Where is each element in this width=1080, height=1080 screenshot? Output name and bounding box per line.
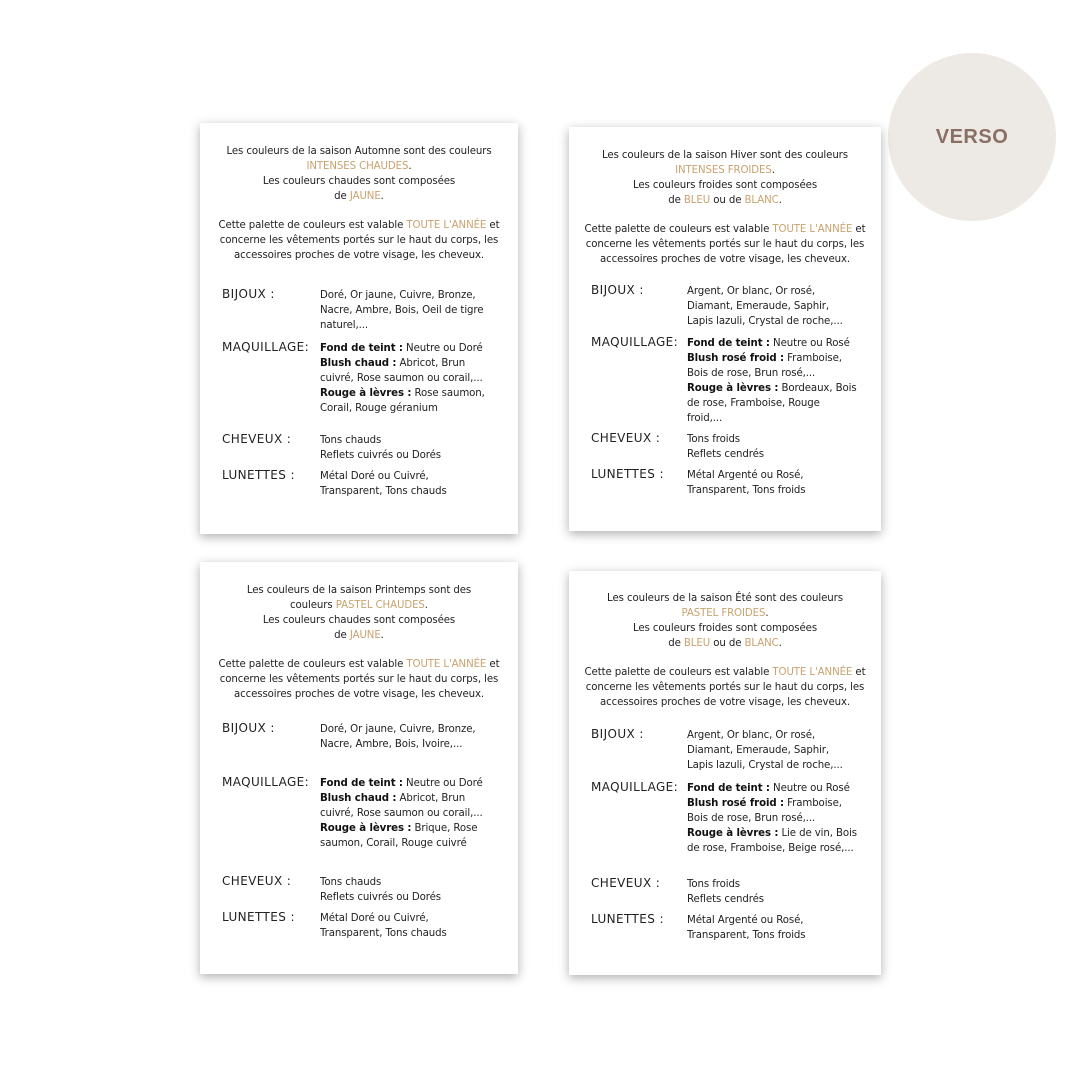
text-run: Doré, Or jaune, Cuivre, Bronze, (320, 290, 476, 301)
text-run: de rose, Framboise, Beige rosé,... (687, 843, 854, 854)
value-line (320, 776, 483, 791)
text-run: Bois de rose, Brun rosé,... (687, 813, 816, 824)
text-run: Métal Argenté ou Rosé, (687, 470, 804, 481)
text-run: de (668, 195, 684, 206)
text-run: couleurs (290, 600, 336, 611)
text-run: Neutre ou Rosé (769, 338, 850, 349)
text-run: froid,... (687, 413, 723, 424)
season-intro (569, 148, 881, 208)
text-run: Bois de rose, Brun rosé,... (687, 368, 816, 379)
text-run: Les couleurs froides sont composées (632, 623, 818, 634)
paragraph-line (200, 687, 518, 702)
intro-line (200, 144, 518, 159)
highlight-text: TOUTE L'ANNÉE (772, 667, 853, 678)
text-run: accessoires proches de votre visage, les cheveux. (233, 689, 485, 700)
text-run: Framboise, (783, 353, 842, 364)
highlight-text: INTENSES FROIDES (675, 165, 772, 176)
value-line (320, 448, 441, 463)
text-run: Les couleurs de la saison Été sont des couleurs (607, 593, 843, 604)
text-run: Les couleurs chaudes sont composées (262, 176, 456, 187)
text-run: . (771, 165, 775, 176)
section-values (687, 468, 806, 498)
text-run: cuivré, Rose saumon ou corail,... (320, 808, 483, 819)
text-run: de (334, 191, 350, 202)
section-values (320, 875, 441, 905)
value-line (687, 284, 843, 299)
value-line (320, 469, 447, 484)
section-label: MAQUILLAGE: (591, 335, 679, 349)
text-run: Les couleurs chaudes sont composées (262, 615, 456, 626)
value-line (687, 432, 764, 447)
intro-line (569, 606, 881, 621)
section-values (687, 781, 857, 856)
section-label: BIJOUX : (591, 283, 644, 297)
section-values (320, 722, 476, 752)
text-run: Nacre, Ambre, Bois, Oeil de tigre (320, 305, 484, 316)
text-run: Cette palette de couleurs est valable (584, 667, 773, 678)
value-line (320, 926, 447, 941)
text-run: ou de (710, 638, 745, 649)
paragraph-line (569, 222, 881, 237)
paragraph-line (200, 672, 518, 687)
text-run: cuivré, Rose saumon ou corail,... (320, 373, 483, 384)
intro-line (200, 613, 518, 628)
text-run: Reflets cendrés (687, 894, 764, 905)
text-run: Métal Doré ou Cuivré, (320, 913, 429, 924)
value-line (687, 781, 857, 796)
value-line (687, 928, 806, 943)
bold-term: Fond de teint : (320, 778, 403, 789)
intro-line (569, 148, 881, 163)
bold-term: Blush chaud : (320, 358, 397, 369)
text-run: Les couleurs de la saison Automne sont des couleurs (226, 146, 492, 157)
highlight-text: TOUTE L'ANNÉE (406, 659, 487, 670)
section-values (687, 284, 843, 329)
card-hiver (569, 127, 881, 531)
value-line (320, 386, 485, 401)
palette-paragraph (569, 222, 881, 267)
season-intro (569, 591, 881, 651)
highlight-text: BLANC (744, 195, 779, 206)
text-run: accessoires proches de votre visage, les cheveux. (599, 697, 851, 708)
value-line (687, 351, 857, 366)
paragraph-line (200, 218, 518, 233)
text-run: et (852, 224, 866, 235)
section-values (320, 911, 447, 941)
bold-term: Rouge à lèvres : (320, 388, 412, 399)
text-run: Métal Doré ou Cuivré, (320, 471, 429, 482)
highlight-text: PASTEL CHAUDES (335, 600, 425, 611)
card-header (200, 583, 518, 702)
value-line (687, 728, 843, 743)
text-run: Les couleurs de la saison Printemps sont des (246, 585, 472, 596)
value-line (320, 318, 483, 333)
card-header (569, 148, 881, 267)
section-values (320, 433, 441, 463)
text-run: Les couleurs de la saison Hiver sont des couleurs (602, 150, 848, 161)
value-line (687, 826, 857, 841)
intro-line (569, 178, 881, 193)
text-run: Rose saumon, (411, 388, 485, 399)
intro-line (200, 159, 518, 174)
value-line (687, 381, 857, 396)
text-run: de (334, 630, 350, 641)
value-line (687, 811, 857, 826)
section-label: LUNETTES : (591, 912, 664, 926)
value-line (320, 911, 447, 926)
text-run: Corail, Rouge géranium (320, 403, 438, 414)
text-run: Tons chauds (320, 877, 382, 888)
section-values (687, 913, 806, 943)
section-label: CHEVEUX : (222, 874, 292, 888)
text-run: accessoires proches de votre visage, les cheveux. (233, 250, 485, 261)
bold-term: Fond de teint : (687, 783, 770, 794)
season-intro (200, 144, 518, 204)
highlight-text: JAUNE (349, 191, 381, 202)
section-label: MAQUILLAGE: (222, 340, 310, 354)
text-run: . (380, 191, 384, 202)
text-run: concerne les vêtements portés sur le haut du corps, les (585, 239, 865, 250)
value-line (687, 411, 857, 426)
value-line (687, 314, 843, 329)
text-run: Nacre, Ambre, Bois, Ivoire,... (320, 739, 463, 750)
intro-line (569, 621, 881, 636)
value-line (687, 299, 843, 314)
value-line (320, 303, 483, 318)
section-label: CHEVEUX : (591, 431, 661, 445)
palette-paragraph (200, 657, 518, 702)
text-run: Argent, Or blanc, Or rosé, (687, 286, 816, 297)
intro-line (200, 174, 518, 189)
intro-line (200, 598, 518, 613)
value-line (320, 806, 483, 821)
value-line (687, 841, 857, 856)
card-ete (569, 571, 881, 975)
text-run: Lie de vin, Bois (778, 828, 858, 839)
text-run: . (778, 638, 782, 649)
text-run: Doré, Or jaune, Cuivre, Bronze, (320, 724, 476, 735)
value-line (320, 341, 485, 356)
value-line (687, 913, 806, 928)
text-run: naturel,... (320, 320, 369, 331)
paragraph-line (569, 237, 881, 252)
bold-term: Blush rosé froid : (687, 798, 784, 809)
value-line (687, 366, 857, 381)
section-label: BIJOUX : (222, 721, 275, 735)
paragraph-line (200, 233, 518, 248)
value-line (320, 836, 483, 851)
section-label: MAQUILLAGE: (591, 780, 679, 794)
section-label: MAQUILLAGE: (222, 775, 310, 789)
text-run: Diamant, Emeraude, Saphir, (687, 301, 830, 312)
text-run: concerne les vêtements portés sur le haut du corps, les (219, 674, 499, 685)
paragraph-line (569, 252, 881, 267)
intro-line (569, 163, 881, 178)
text-run: Tons froids (687, 434, 741, 445)
value-line (687, 892, 764, 907)
text-run: Bordeaux, Bois (778, 383, 857, 394)
text-run: Transparent, Tons froids (687, 485, 806, 496)
bold-term: Fond de teint : (320, 343, 403, 354)
season-intro (200, 583, 518, 643)
value-line (320, 737, 476, 752)
verso-badge (888, 53, 1056, 221)
highlight-text: TOUTE L'ANNÉE (406, 220, 487, 231)
text-run: Cette palette de couleurs est valable (218, 659, 407, 670)
paragraph-line (200, 248, 518, 263)
text-run: Reflets cendrés (687, 449, 764, 460)
value-line (320, 875, 441, 890)
value-line (320, 890, 441, 905)
text-run: Cette palette de couleurs est valable (584, 224, 773, 235)
text-run: Abricot, Brun (396, 358, 466, 369)
value-line (320, 356, 485, 371)
text-run: Neutre ou Rosé (769, 783, 850, 794)
text-run: Neutre ou Doré (402, 343, 483, 354)
bold-term: Blush chaud : (320, 793, 397, 804)
text-run: ou de (710, 195, 745, 206)
value-line (320, 722, 476, 737)
card-header (200, 144, 518, 263)
value-line (320, 433, 441, 448)
section-values (320, 776, 483, 851)
text-run: et (852, 667, 866, 678)
value-line (320, 401, 485, 416)
card-automne (200, 123, 518, 534)
palette-paragraph (200, 218, 518, 263)
value-line (687, 796, 857, 811)
intro-line (569, 591, 881, 606)
text-run: Les couleurs froides sont composées (632, 180, 818, 191)
value-line (687, 877, 764, 892)
highlight-text: BLEU (683, 195, 711, 206)
value-line (320, 484, 447, 499)
highlight-text: BLEU (683, 638, 711, 649)
text-run: Transparent, Tons chauds (320, 486, 447, 497)
text-run: Cette palette de couleurs est valable (218, 220, 407, 231)
section-label: BIJOUX : (222, 287, 275, 301)
text-run: et (486, 659, 500, 670)
bold-term: Blush rosé froid : (687, 353, 784, 364)
text-run: . (778, 195, 782, 206)
section-values (687, 877, 764, 907)
value-line (320, 821, 483, 836)
highlight-text: INTENSES CHAUDES (306, 161, 409, 172)
paragraph-line (569, 695, 881, 710)
intro-line (200, 583, 518, 598)
text-run: Lapis lazuli, Crystal de roche,... (687, 316, 843, 327)
value-line (320, 371, 485, 386)
text-run: Métal Argenté ou Rosé, (687, 915, 804, 926)
text-run: . (765, 608, 769, 619)
bold-term: Rouge à lèvres : (687, 383, 779, 394)
value-line (687, 758, 843, 773)
value-line (687, 447, 764, 462)
text-run: Brique, Rose (411, 823, 478, 834)
section-label: LUNETTES : (222, 910, 295, 924)
section-values (320, 288, 483, 333)
text-run: de (668, 638, 684, 649)
highlight-text: TOUTE L'ANNÉE (772, 224, 853, 235)
text-run: et (486, 220, 500, 231)
text-run: . (424, 600, 428, 611)
section-label: CHEVEUX : (591, 876, 661, 890)
card-printemps (200, 562, 518, 974)
verso-label: VERSO (935, 125, 1009, 148)
intro-line (569, 193, 881, 208)
bold-term: Fond de teint : (687, 338, 770, 349)
text-run: de rose, Framboise, Rouge (687, 398, 820, 409)
card-header (569, 591, 881, 710)
highlight-text: PASTEL FROIDES (681, 608, 766, 619)
palette-paragraph (569, 665, 881, 710)
section-label: LUNETTES : (591, 467, 664, 481)
section-label: LUNETTES : (222, 468, 295, 482)
highlight-text: BLANC (744, 638, 779, 649)
section-values (320, 469, 447, 499)
bold-term: Rouge à lèvres : (320, 823, 412, 834)
text-run: Abricot, Brun (396, 793, 466, 804)
paragraph-line (569, 665, 881, 680)
value-line (687, 336, 857, 351)
intro-line (200, 628, 518, 643)
text-run: Diamant, Emeraude, Saphir, (687, 745, 830, 756)
section-label: BIJOUX : (591, 727, 644, 741)
text-run: accessoires proches de votre visage, les cheveux. (599, 254, 851, 265)
value-line (320, 288, 483, 303)
section-values (320, 341, 485, 416)
text-run: Tons froids (687, 879, 741, 890)
text-run: Tons chauds (320, 435, 382, 446)
value-line (687, 743, 843, 758)
text-run: . (380, 630, 384, 641)
text-run: Transparent, Tons froids (687, 930, 806, 941)
text-run: Framboise, (783, 798, 842, 809)
paragraph-line (569, 680, 881, 695)
text-run: concerne les vêtements portés sur le haut du corps, les (585, 682, 865, 693)
text-run: saumon, Corail, Rouge cuivré (320, 838, 467, 849)
text-run: Reflets cuivrés ou Dorés (320, 892, 441, 903)
text-run: Neutre ou Doré (402, 778, 483, 789)
value-line (687, 483, 806, 498)
intro-line (200, 189, 518, 204)
text-run: Transparent, Tons chauds (320, 928, 447, 939)
section-values (687, 728, 843, 773)
section-label: CHEVEUX : (222, 432, 292, 446)
value-line (687, 468, 806, 483)
section-values (687, 336, 857, 426)
intro-line (569, 636, 881, 651)
text-run: concerne les vêtements portés sur le haut du corps, les (219, 235, 499, 246)
text-run: . (408, 161, 412, 172)
text-run: Lapis lazuli, Crystal de roche,... (687, 760, 843, 771)
value-line (320, 791, 483, 806)
section-values (687, 432, 764, 462)
highlight-text: JAUNE (349, 630, 381, 641)
bold-term: Rouge à lèvres : (687, 828, 779, 839)
paragraph-line (200, 657, 518, 672)
value-line (687, 396, 857, 411)
text-run: Argent, Or blanc, Or rosé, (687, 730, 816, 741)
text-run: Reflets cuivrés ou Dorés (320, 450, 441, 461)
